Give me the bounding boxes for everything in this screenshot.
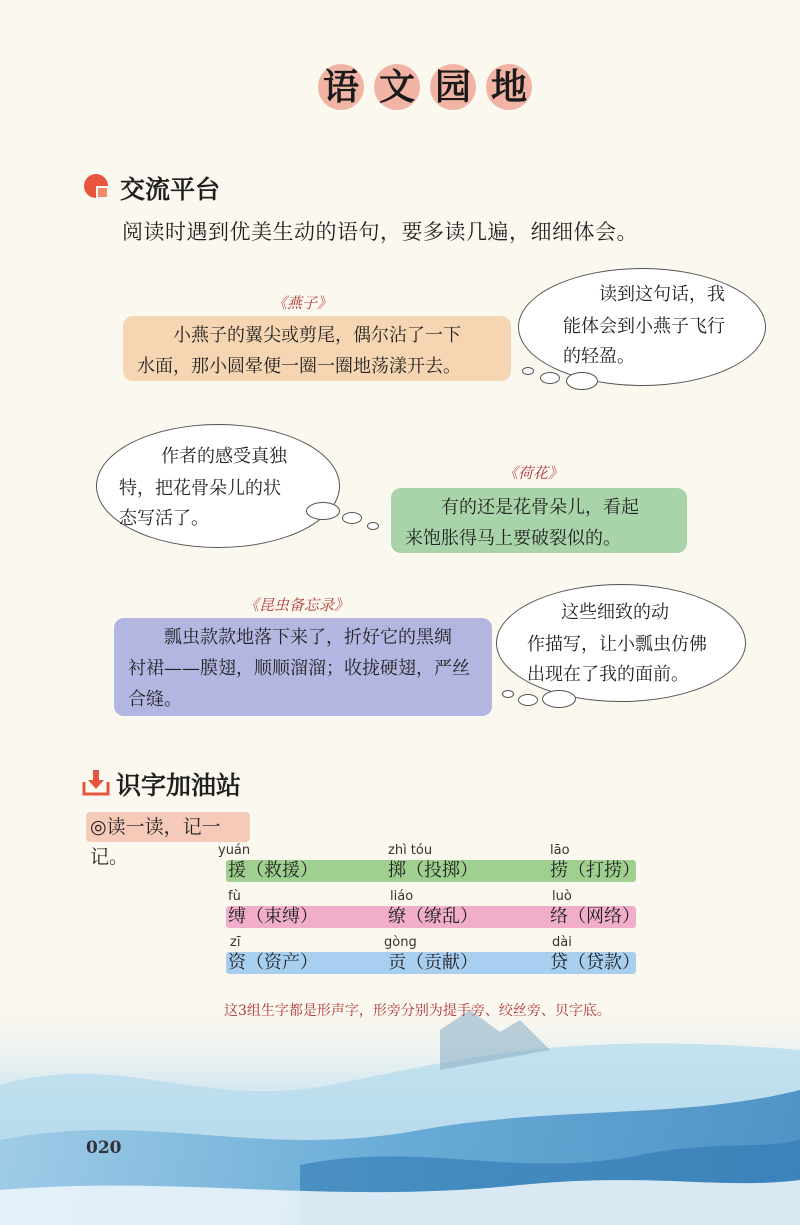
title-char: 语 [318, 64, 364, 110]
download-section-icon [82, 768, 110, 796]
page-title [318, 64, 532, 110]
thought-bubble-lotus [96, 424, 340, 548]
char-word: 掷（投掷） [388, 860, 478, 881]
pinyin: luò [552, 889, 572, 904]
quote-box-lotus [391, 488, 687, 553]
char-word: 资（资产） [228, 952, 318, 973]
char-word: 贡（贡献） [388, 952, 478, 973]
bubble-dot [540, 372, 560, 384]
bubble-dot [518, 694, 538, 706]
bubble-line: 作描写，让小瓢虫仿佛 [527, 634, 707, 655]
section-title-literacy: 识字加油站 [116, 771, 242, 800]
pinyin: yuán [218, 843, 251, 858]
quote-line: 瓢虫款款地落下来了，折好它的黑绸 [164, 627, 452, 648]
bubble-line: 出现在了我的面前。 [527, 664, 689, 685]
quote-box-swallow [123, 316, 511, 381]
chat-section-icon [82, 172, 110, 200]
quote-line: 衬裙——膜翅，顺顺溜溜；收拢硬翅，严丝 [128, 658, 470, 679]
phonetic-note: 这3组生字都是形声字，形旁分别为提手旁、绞丝旁、贝字底。 [224, 1003, 611, 1019]
bubble-line: 特，把花骨朵儿的状 [119, 478, 281, 499]
bubble-dot [367, 522, 379, 530]
book-title-insect: 《昆虫备忘录》 [244, 596, 350, 614]
subtitle-read-remember: ◎读一读，记一记。 [86, 812, 250, 842]
bubble-line: 能体会到小燕子飞行 [563, 316, 725, 337]
pinyin: zī [230, 935, 241, 950]
bubble-dot [522, 367, 534, 375]
pinyin: gòng [384, 935, 417, 950]
quote-box-insect [114, 618, 492, 716]
title-char: 地 [486, 64, 532, 110]
char-word: 缭（缭乱） [388, 906, 478, 927]
pinyin: liáo [390, 889, 414, 904]
bubble-dot [502, 690, 514, 698]
thought-bubble-swallow [518, 268, 766, 386]
background-scenery [0, 990, 800, 1225]
pinyin: lāo [550, 843, 570, 858]
thought-bubble-insect [496, 584, 746, 702]
bubble-dot [566, 372, 598, 390]
char-word: 贷（贷款） [550, 952, 640, 973]
intro-text: 阅读时遇到优美生动的语句，要多读几遍，细细体会。 [122, 220, 638, 244]
bubble-dot [342, 512, 362, 524]
quote-line: 合缝。 [128, 689, 182, 710]
bubble-dot [306, 502, 340, 520]
pinyin: fù [228, 889, 241, 904]
char-word: 缚（束缚） [228, 906, 318, 927]
bubble-line: 作者的感受真独 [161, 446, 287, 467]
bubble-line: 读到这句话，我 [599, 284, 725, 305]
title-char: 园 [430, 64, 476, 110]
book-title-swallow: 《燕子》 [272, 294, 333, 312]
bubble-dot [542, 690, 576, 708]
pinyin: zhì tóu [388, 843, 433, 858]
quote-line: 有的还是花骨朵儿，看起 [441, 497, 639, 518]
char-word: 络（网络） [550, 906, 640, 927]
char-word: 援（救援） [228, 860, 318, 881]
section-title-exchange: 交流平台 [120, 175, 221, 204]
title-char: 文 [374, 64, 420, 110]
pinyin: dài [552, 935, 572, 950]
quote-line: 来饱胀得马上要破裂似的。 [405, 528, 621, 549]
quote-line: 小燕子的翼尖或剪尾，偶尔沾了一下 [173, 325, 461, 346]
bubble-line: 态写活了。 [119, 508, 209, 529]
char-word: 捞（打捞） [550, 860, 640, 881]
bubble-line: 这些细致的动 [561, 602, 669, 623]
bubble-line: 的轻盈。 [563, 346, 635, 367]
quote-line: 水面，那小圆晕便一圈一圈地荡漾开去。 [137, 356, 461, 377]
book-title-lotus: 《荷花》 [503, 464, 564, 482]
page-number: 020 [86, 1138, 122, 1158]
